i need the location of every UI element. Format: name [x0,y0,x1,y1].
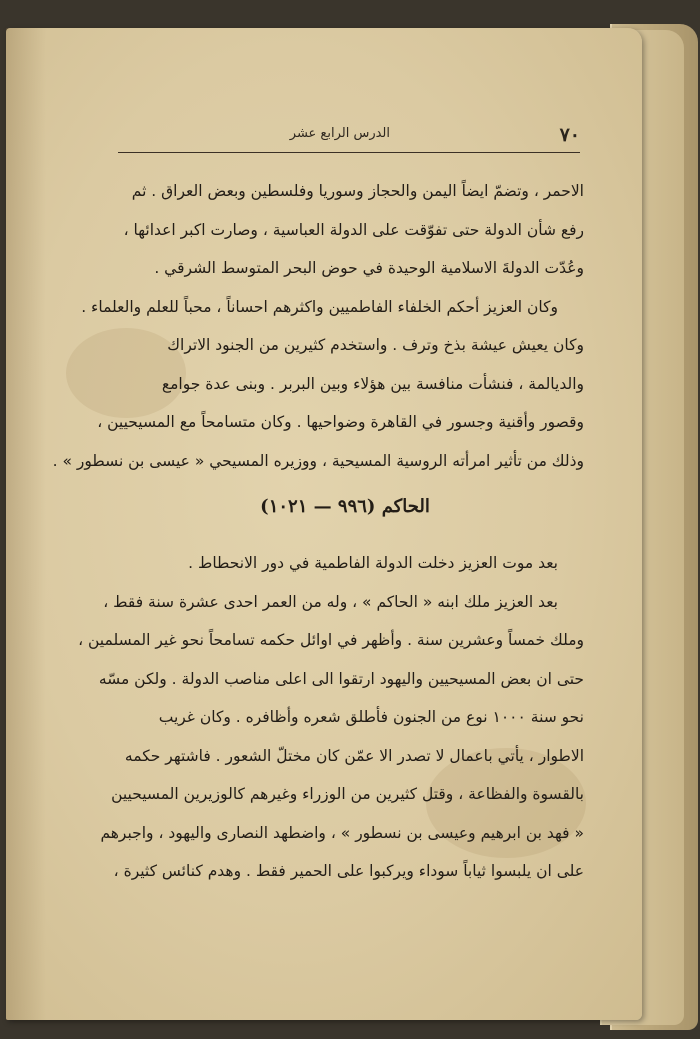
page-header [118,124,580,152]
header-rule [118,152,580,153]
text-line: وكان العزيز أحكم الخلفاء الفاطميين واكثرهم احساناً ، محباً للعلم والعلماء . [81,297,558,316]
text-line: وذلك من تأثير امرأته الروسية المسيحية ، ووزيره المسيحي « عيسى بن نسطور » . [52,451,584,470]
text-line: بالقسوة والفظاعة ، وقتل كثيرين من الوزراء وغيرهم كالوزيرين المسيحيين [111,785,584,803]
text-line: بعد العزيز ملك ابنه « الحاكم » ، وله من العمر احدى عشرة سنة فقط ، [103,592,558,611]
text-line: حتى ان بعض المسيحيين واليهود ارتقوا الى اعلى مناصب الدولة . ولكن مسّه [98,669,584,688]
text-line: على ان يلبسوا ثياباً سوداء ويركبوا على الحمير فقط . وهدم كنائس كثيرة ، [113,862,584,880]
text-line: رفع شأن الدولة حتى تفوّقت على الدولة العباسية ، وصارت اكبر اعدائها ، [123,220,584,239]
text-line: « فهد بن ابرهيم وعيسى بن نسطور » ، واضطهد النصارى واليهود ، واجبرهم [100,823,584,842]
book-page [6,28,642,1020]
body-text [52,172,584,891]
page-number: ٧٠ [559,124,580,146]
text-line: الاحمر ، وتضمّ ايضاً اليمن والحجاز وسوريا وفلسطين وبعض العراق . ثم [131,182,584,200]
text-line: وملك خمساً وعشرين سنة . وأظهر في اوائل حكمه تسامحاً نحو غير المسلمين ، [78,631,584,649]
text-line: نحو سنة ١٠٠٠ نوع من الجنون فأطلق شعره وأظافره . وكان غريب [158,708,584,726]
text-line: وعُدّت الدولةَ الاسلامية الوحيدة في حوض البحر المتوسط الشرقي . [154,259,584,277]
text-line: الاطوار ، يأتي باعمال لا تصدر الا عمّن كان مختلّ الشعور . فاشتهر حكمه [124,746,584,765]
text-line: وكان يعيش عيشة بذخ وترف . واستخدم كثيرين من الجنود الاتراك [167,336,584,354]
text-line: وقصور وأقنية وجسور في القاهرة وضواحيها . وكان متسامحاً مع المسيحيين ، [97,413,584,431]
section-heading: الحاكم (٩٩٦ — ١٠٢١) [260,496,430,517]
text-line: بعد موت العزيز دخلت الدولة الفاطمية في دور الانحطاط . [188,554,558,572]
running-head: الدرس الرابع عشر [289,126,390,141]
text-line: والديالمة ، فنشأت منافسة بين هؤلاء وبين البربر . وبنى عدة جوامع [161,374,584,393]
